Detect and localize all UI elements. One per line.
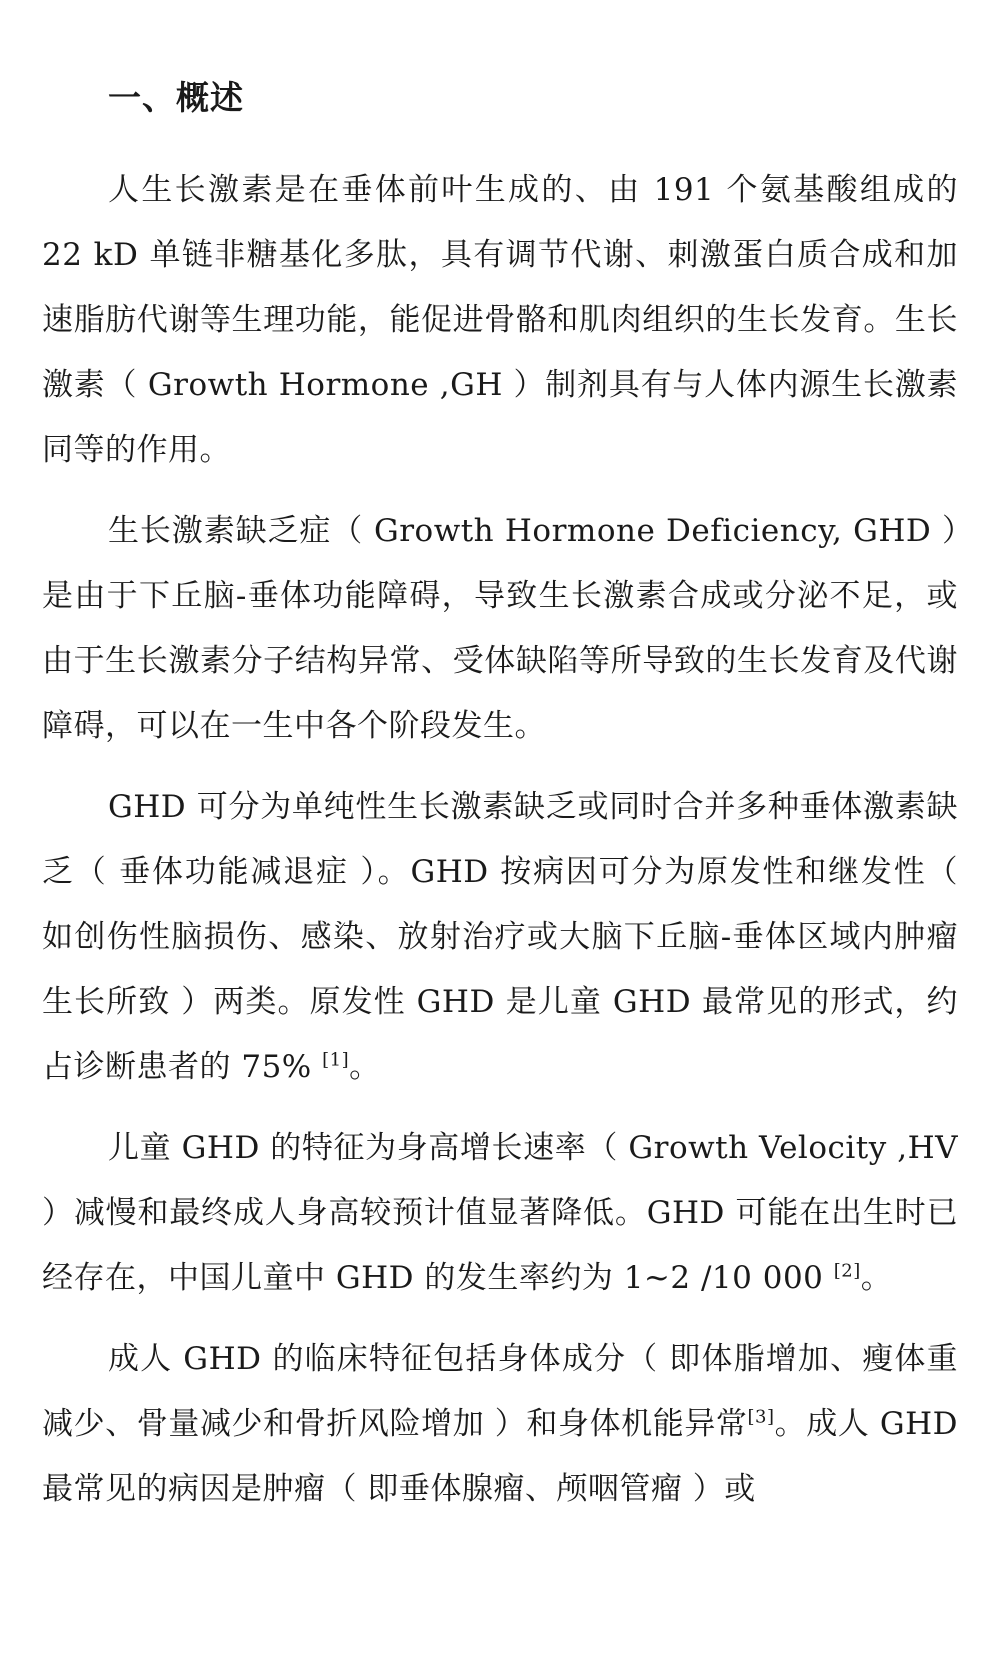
paragraph-adult-ghd bbox=[42, 1327, 958, 1522]
section-heading: 一、概述 bbox=[108, 78, 244, 117]
paragraph-text: 生长激素缺乏症（ Growth Hormone Deficiency, GHD ）是由于下丘脑-垂体功能障碍，导致生长激素合成或分泌不足，或由于生长激素分子结构异常、受体缺陷等所导致的生长发育及代谢障碍，可以在一生中各个阶段发生。 bbox=[42, 513, 958, 744]
paragraph-child-ghd bbox=[42, 1116, 958, 1311]
paragraph-tail: 。 bbox=[860, 1260, 893, 1296]
citation-ref: [3] bbox=[747, 1406, 775, 1428]
paragraph-tail: 。成人 GHD 最常见的病因是肿瘤（ 即垂体腺瘤、颅咽管瘤 ）或 bbox=[42, 1406, 958, 1507]
paragraph-text: 人生长激素是在垂体前叶生成的、由 191 个氨基酸组成的 22 kD 单链非糖基化多肽，具有调节代谢、刺激蛋白质合成和加速脂肪代谢等生理功能，能促进骨骼和肌肉组织的生长发育。生长激素（ Growth Hormone ,GH ）制剂具有与人体内源生长激素同等的作用。 bbox=[42, 172, 958, 468]
citation-ref: [1] bbox=[322, 1049, 350, 1071]
paragraph-text: 成人 GHD 的临床特征包括身体成分（ 即体脂增加、瘦体重减少、骨量减少和骨折风险增加 ）和身体机能异常 bbox=[42, 1341, 958, 1442]
paragraph-tail: 。 bbox=[349, 1049, 381, 1085]
paragraph-text: GHD 可分为单纯性生长激素缺乏或同时合并多种垂体激素缺乏（ 垂体功能减退症 ）。GHD 按病因可分为原发性和继发性（ 如创伤性脑损伤、感染、放射治疗或大脑下丘脑-垂体区域内肿瘤生长所致 ）两类。原发性 GHD 是儿童 GHD 最常见的形式，约占诊断患者的 75% bbox=[42, 789, 958, 1085]
paragraph-ghd-definition bbox=[42, 499, 958, 759]
citation-ref: [2] bbox=[833, 1260, 861, 1282]
paragraph-text: 儿童 GHD 的特征为身高增长速率（ Growth Velocity ,HV ）减慢和最终成人身高较预计值显著降低。GHD 可能在出生时已经存在，中国儿童中 GHD 的发生率约为 1~2 /10 000 bbox=[42, 1130, 958, 1296]
paragraph-ghd-classification bbox=[42, 775, 958, 1100]
paragraph-gh-definition bbox=[42, 158, 958, 483]
